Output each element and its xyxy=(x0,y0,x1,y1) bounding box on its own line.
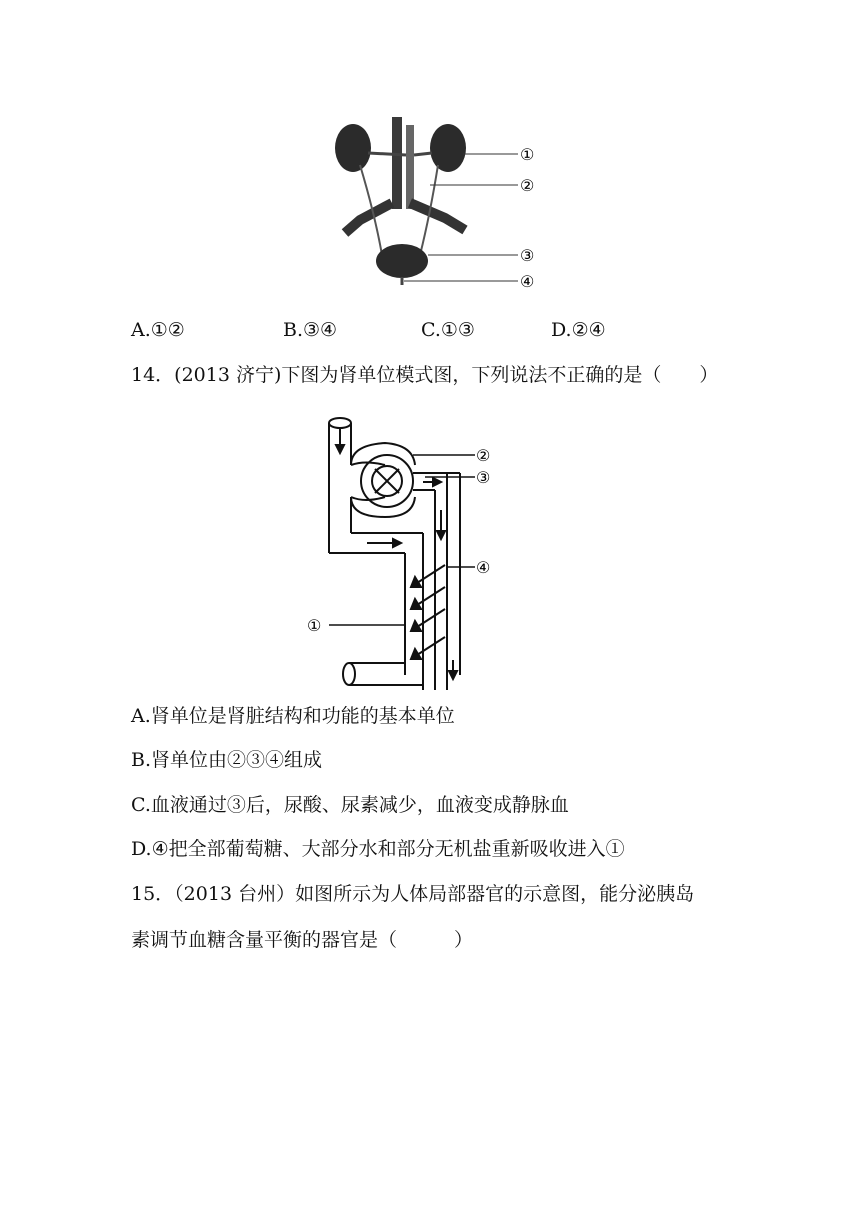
q13-option-c: C.①③ xyxy=(421,319,475,341)
q14-stem: 14．(2013 济宁)下图为肾单位模式图，下列说法不正确的是（ ） xyxy=(131,364,719,386)
q14-option-c: C.血液通过③后，尿酸、尿素减少，血液变成静脉血 xyxy=(131,794,569,816)
q15-stem-line2: 素调节血糖含量平衡的器官是（ ） xyxy=(131,929,474,951)
fig2-label-1: ① xyxy=(307,616,322,635)
q14-option-d: D.④把全部葡萄糖、大部分水和部分无机盐重新吸收进入① xyxy=(131,838,625,860)
fig2-label-3: ③ xyxy=(476,468,491,487)
q13-options xyxy=(131,318,731,342)
q15-stem-line1: 15．（2013 台州）如图所示为人体局部器官的示意图，能分泌胰岛 xyxy=(131,883,695,905)
q13-option-a: A.①② xyxy=(131,319,185,341)
vena-cava xyxy=(406,125,414,209)
fig1-label-2: ② xyxy=(520,176,535,195)
q13-option-b: B.③④ xyxy=(283,319,338,341)
nephron-figure xyxy=(305,405,505,690)
fig1-label-4: ④ xyxy=(520,272,535,291)
q13-option-d: D.②④ xyxy=(551,319,606,341)
urinary-system-figure xyxy=(320,115,550,305)
aorta xyxy=(392,117,402,209)
fig2-label-2: ② xyxy=(476,446,491,465)
fig2-label-4: ④ xyxy=(476,558,491,577)
q14-option-a: A.肾单位是肾脏结构和功能的基本单位 xyxy=(131,705,455,727)
left-kidney xyxy=(335,124,371,172)
fig1-label-3: ③ xyxy=(520,246,535,265)
right-kidney xyxy=(430,124,466,172)
bladder xyxy=(376,244,428,278)
fig1-label-1: ① xyxy=(520,145,535,164)
q14-option-b: B.肾单位由②③④组成 xyxy=(131,749,323,771)
